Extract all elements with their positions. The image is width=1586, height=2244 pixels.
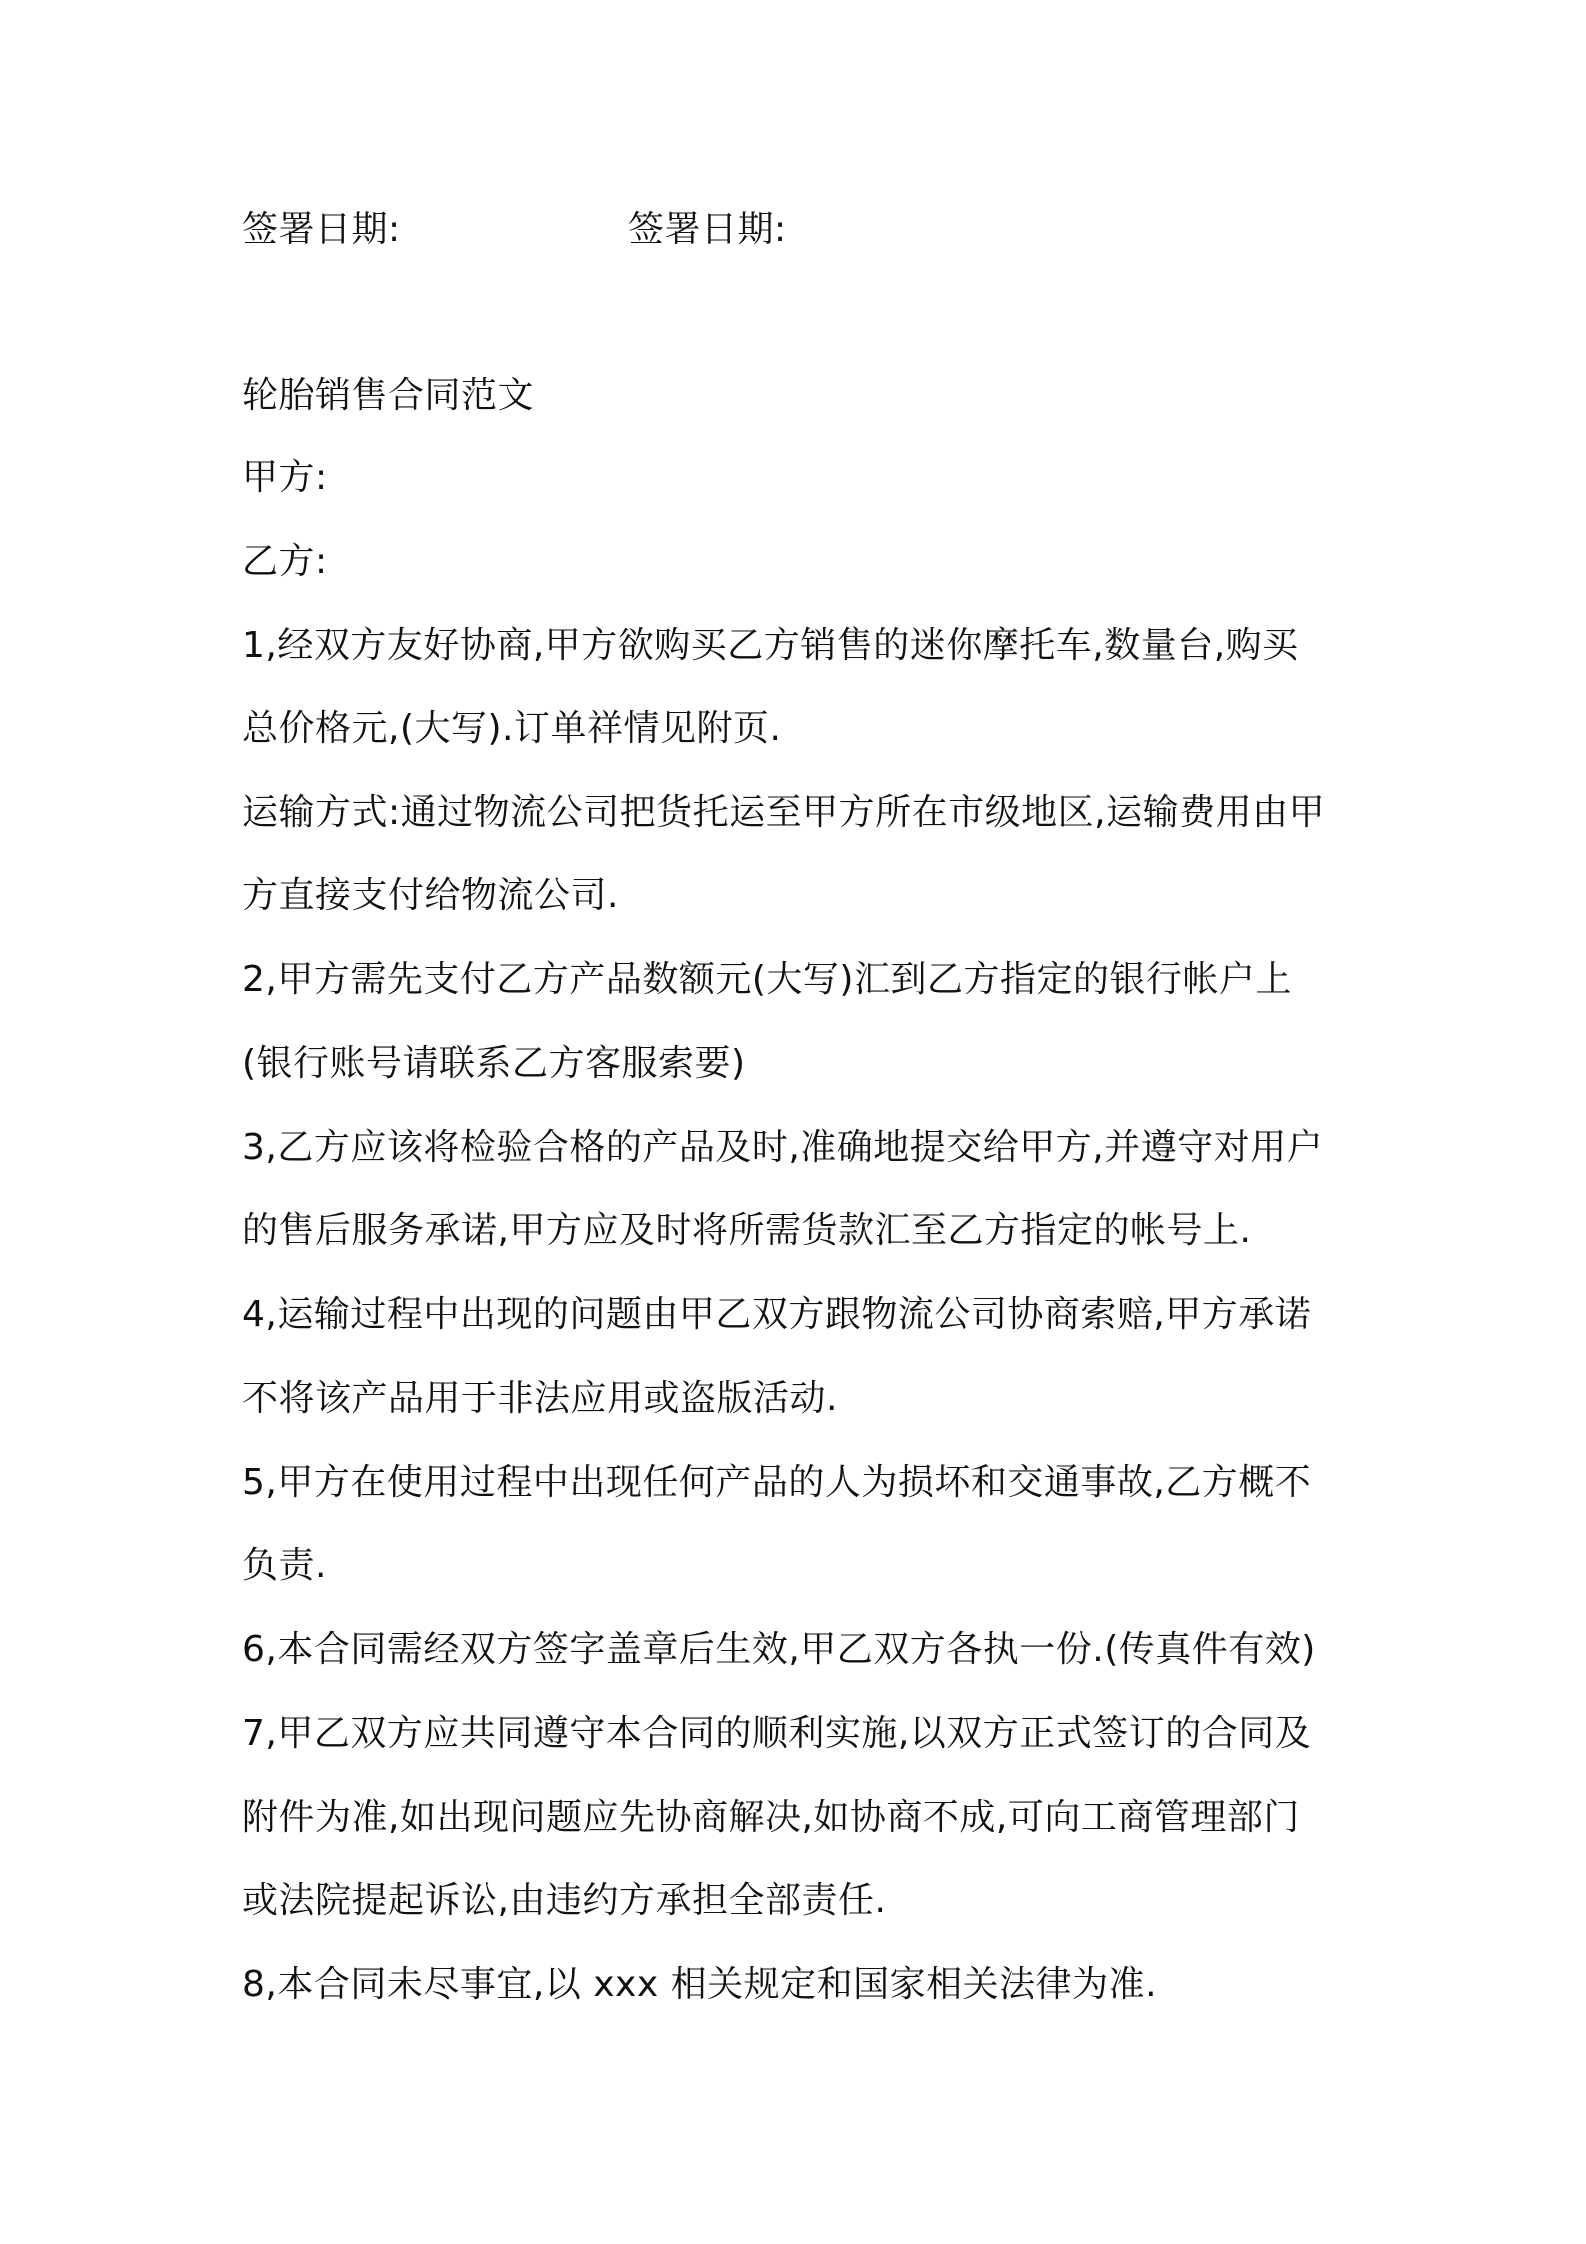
contract-line-6: (银行账号请联系乙方客服索要) (242, 1043, 746, 1084)
contract-line-17: 8,本合同未尽事宜,以 xxx 相关规定和国家相关法律为准. (242, 1964, 1158, 2005)
contract-line-4: 方直接支付给物流公司. (242, 875, 619, 916)
contract-line-3: 运输方式:通过物流公司把货托运至甲方所在市级地区,运输费用由甲 (242, 792, 1326, 833)
contract-line-1: 1,经双方友好协商,甲方欲购买乙方销售的迷你摩托车,数量台,购买 (242, 625, 1299, 666)
contract-line-8: 的售后服务承诺,甲方应及时将所需货款汇至乙方指定的帐号上. (242, 1210, 1252, 1251)
contract-line-14: 7,甲乙双方应共同遵守本合同的顺利实施,以双方正式签订的合同及 (242, 1713, 1312, 1754)
party-b-label: 乙方: (242, 541, 328, 582)
signature-date-right: 签署日期: (628, 209, 787, 250)
contract-line-16: 或法院提起诉讼,由违约方承担全部责任. (242, 1880, 887, 1921)
contract-line-9: 4,运输过程中出现的问题由甲乙双方跟物流公司协商索赔,甲方承诺 (242, 1294, 1312, 1335)
contract-line-10: 不将该产品用于非法应用或盗版活动. (242, 1378, 838, 1419)
contract-line-13: 6,本合同需经双方签字盖章后生效,甲乙双方各执一份.(传真件有效) (242, 1629, 1316, 1670)
contract-line-11: 5,甲方在使用过程中出现任何产品的人为损坏和交通事故,乙方概不 (242, 1462, 1312, 1503)
contract-line-12: 负责. (242, 1545, 327, 1586)
signature-date-left: 签署日期: (242, 209, 401, 250)
document-title: 轮胎销售合同范文 (242, 375, 535, 416)
contract-line-15: 附件为准,如出现问题应先协商解决,如协商不成,可向工商管理部门 (242, 1797, 1300, 1838)
party-a-label: 甲方: (242, 457, 328, 498)
contract-line-7: 3,乙方应该将检验合格的产品及时,准确地提交给甲方,并遵守对用户 (242, 1127, 1324, 1168)
contract-line-5: 2,甲方需先支付乙方产品数额元(大写)汇到乙方指定的银行帐户上 (242, 959, 1292, 1000)
contract-line-2: 总价格元,(大写).订单祥情见附页. (242, 708, 782, 749)
